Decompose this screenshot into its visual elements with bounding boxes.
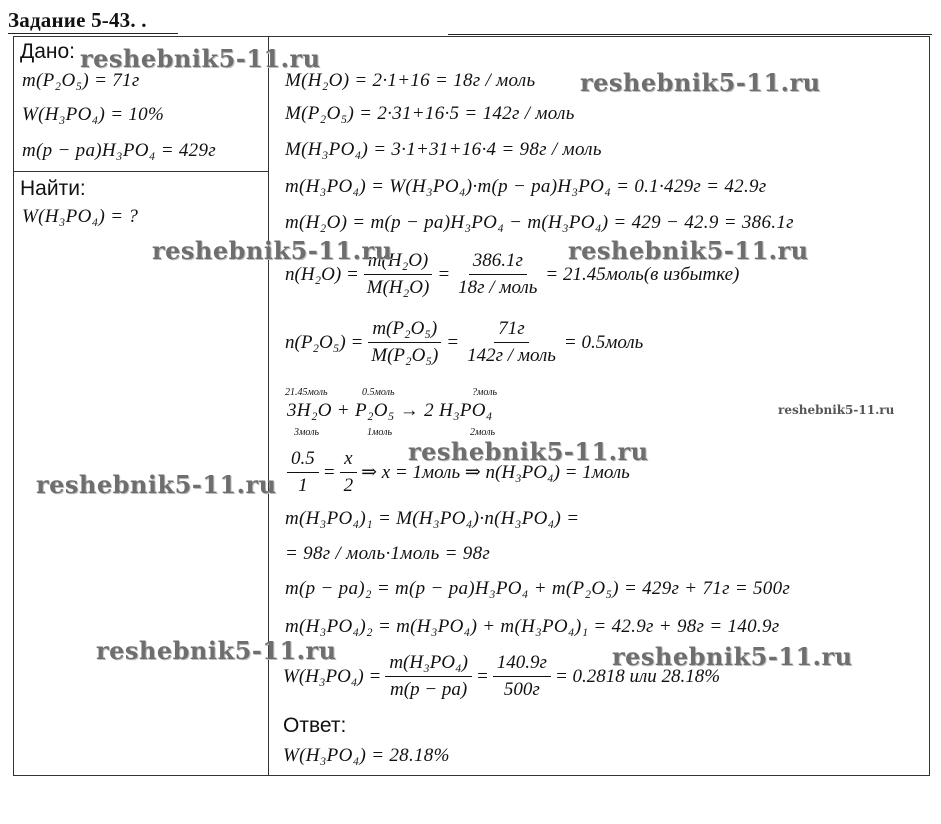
fraction bbox=[454, 250, 541, 299]
lhs: n(H₂O) = bbox=[285, 263, 359, 285]
page-title: Задание 5-43. . bbox=[8, 8, 147, 32]
given-divider bbox=[14, 171, 268, 172]
numerator: 71г bbox=[494, 318, 528, 343]
molar-mass-h3po4: M(H₃PO₄) = 3·1+31+16·4 = 98г / моль bbox=[285, 139, 602, 160]
watermark: reshebnik5-11.ru bbox=[612, 642, 853, 671]
reaction-below-water: 3моль bbox=[294, 427, 320, 438]
fraction bbox=[493, 652, 551, 701]
given-line: m(P₂O₅) = 71г bbox=[22, 70, 140, 91]
denominator: 2 bbox=[343, 475, 354, 496]
find-label: Найти: bbox=[20, 177, 86, 200]
title-underline bbox=[8, 33, 178, 34]
rhs: = 0.2818 или 28.18% bbox=[554, 665, 721, 687]
numerator: 0.5 bbox=[287, 448, 319, 473]
denominator: m(p − pa) bbox=[390, 679, 468, 700]
numerator: 386.1г bbox=[469, 250, 527, 275]
denominator: 1 bbox=[298, 475, 308, 496]
mass-solution-final: m(p − pa)₂ = m(p − pa)H₃PO₄ + m(P₂O₅) = 429г + 71г = 500г bbox=[285, 578, 791, 599]
reaction-below-h3po4: 2моль bbox=[470, 427, 496, 438]
moles-p2o5-equation: n(P₂O₅) = $\frac{\text{m(P₂O₅)}}{\text{M(P₂O₅)}}$ = $\frac{71г}{\text{142г / моль}}$ = 0.5моль bbox=[285, 318, 644, 366]
fraction bbox=[463, 318, 560, 367]
watermark-small: reshebnik5-11.ru bbox=[778, 403, 895, 417]
lhs: n(P₂O₅) = bbox=[285, 331, 364, 353]
numerator: x bbox=[340, 448, 356, 473]
watermark: reshebnik5-11.ru bbox=[580, 68, 821, 97]
numerator: m(H₃PO₄) bbox=[385, 652, 472, 677]
denominator: 500г bbox=[503, 679, 540, 700]
answer-label: Ответ: bbox=[283, 714, 347, 737]
watermark: reshebnik5-11.ru bbox=[568, 236, 809, 265]
reaction-equation: 3H₂O + P₂O₅ → 2 H₃PO₄ bbox=[287, 400, 493, 421]
denominator: M(P₂O₅) bbox=[371, 345, 439, 366]
mass-h3po4-total: m(H₃PO₄)₂ = m(H₃PO₄) + m(H₃PO₄)₁ = 42.9г + 98г = 140.9г bbox=[285, 616, 780, 637]
mass-fraction-equation: W(H₃PO₄) = $\frac{\text{m(H₃PO₄)}}{m(p - pa)}$ = $\frac{140.9г}{500г}$ = 0.2818 или 28.18% bbox=[283, 652, 721, 700]
fraction bbox=[367, 318, 442, 367]
answer-value: W(H₃PO₄) = 28.18% bbox=[283, 745, 450, 766]
mass-h3po4-formed: m(H₃PO₄)₁ = M(H₃PO₄)·n(H₃PO₄) = bbox=[285, 508, 580, 529]
watermark: reshebnik5-11.ru bbox=[80, 44, 321, 73]
reaction-above-water: 21.45моль bbox=[285, 387, 328, 398]
given-line: m(p − pa)H₃PO₄ = 429г bbox=[22, 140, 216, 161]
given-line: W(H₃PO₄) = 10% bbox=[22, 104, 165, 125]
watermark: reshebnik5-11.ru bbox=[96, 636, 337, 665]
top-divider bbox=[448, 34, 932, 35]
fraction bbox=[287, 448, 319, 497]
reaction-above-p2o5: 0.5моль bbox=[362, 387, 395, 398]
watermark: reshebnik5-11.ru bbox=[152, 236, 393, 265]
numerator: 140.9г bbox=[493, 652, 551, 677]
denominator: 142г / моль bbox=[467, 345, 556, 366]
denominator: M(H₂O) bbox=[366, 277, 430, 298]
mass-h3po4-initial: m(H₃PO₄) = W(H₃PO₄)·m(p − pa)H₃PO₄ = 0.1·429г = 42.9г bbox=[285, 176, 767, 197]
watermark: reshebnik5-11.ru bbox=[408, 437, 649, 466]
mass-h3po4-formed-value: = 98г / моль·1моль = 98г bbox=[285, 543, 491, 564]
watermark: reshebnik5-11.ru bbox=[36, 470, 277, 499]
molar-mass-water: M(H₂O) = 2·1+16 = 18г / моль bbox=[285, 70, 536, 91]
mass-water: m(H₂O) = m(p − pa)H₃PO₄ − m(H₃PO₄) = 429 − 42.9 = 386.1г bbox=[285, 212, 794, 233]
lhs: W(H₃PO₄) = bbox=[283, 665, 382, 687]
moles-water-equation: n(H₂O) = $\frac{\text{m(H₂O)}}{\text{M(H₂O)}}$ = $\frac{386.1г}{\text{18г / моль}}$ = 21.45моль(в избытке) bbox=[285, 250, 740, 298]
numerator: m(P₂O₅) bbox=[368, 318, 441, 343]
rhs: = 0.5моль bbox=[563, 331, 644, 353]
fraction bbox=[340, 448, 358, 497]
reaction-below-p2o5: 1моль bbox=[367, 427, 393, 438]
numerator: m(H₂O) bbox=[364, 250, 432, 275]
fraction bbox=[385, 652, 472, 701]
given-label: Дано: bbox=[20, 40, 76, 63]
reaction-above-h3po4: ?моль bbox=[472, 387, 498, 398]
rhs: ⇒ x = 1моль ⇒ n(H₃PO₄) = 1моль bbox=[361, 462, 630, 483]
molar-mass-p2o5: M(P₂O₅) = 2·31+16·5 = 142г / моль bbox=[285, 103, 575, 124]
denominator: 18г / моль bbox=[458, 277, 538, 298]
rhs: = 21.45моль(в избытке) bbox=[545, 263, 740, 285]
find-line: W(H₃PO₄) = ? bbox=[22, 206, 139, 227]
proportion-equation: $\frac{0.5}{1}$ = $\frac{x}{2}$ ⇒ x = 1моль ⇒ n(H₃PO₄) = 1моль bbox=[283, 448, 630, 497]
